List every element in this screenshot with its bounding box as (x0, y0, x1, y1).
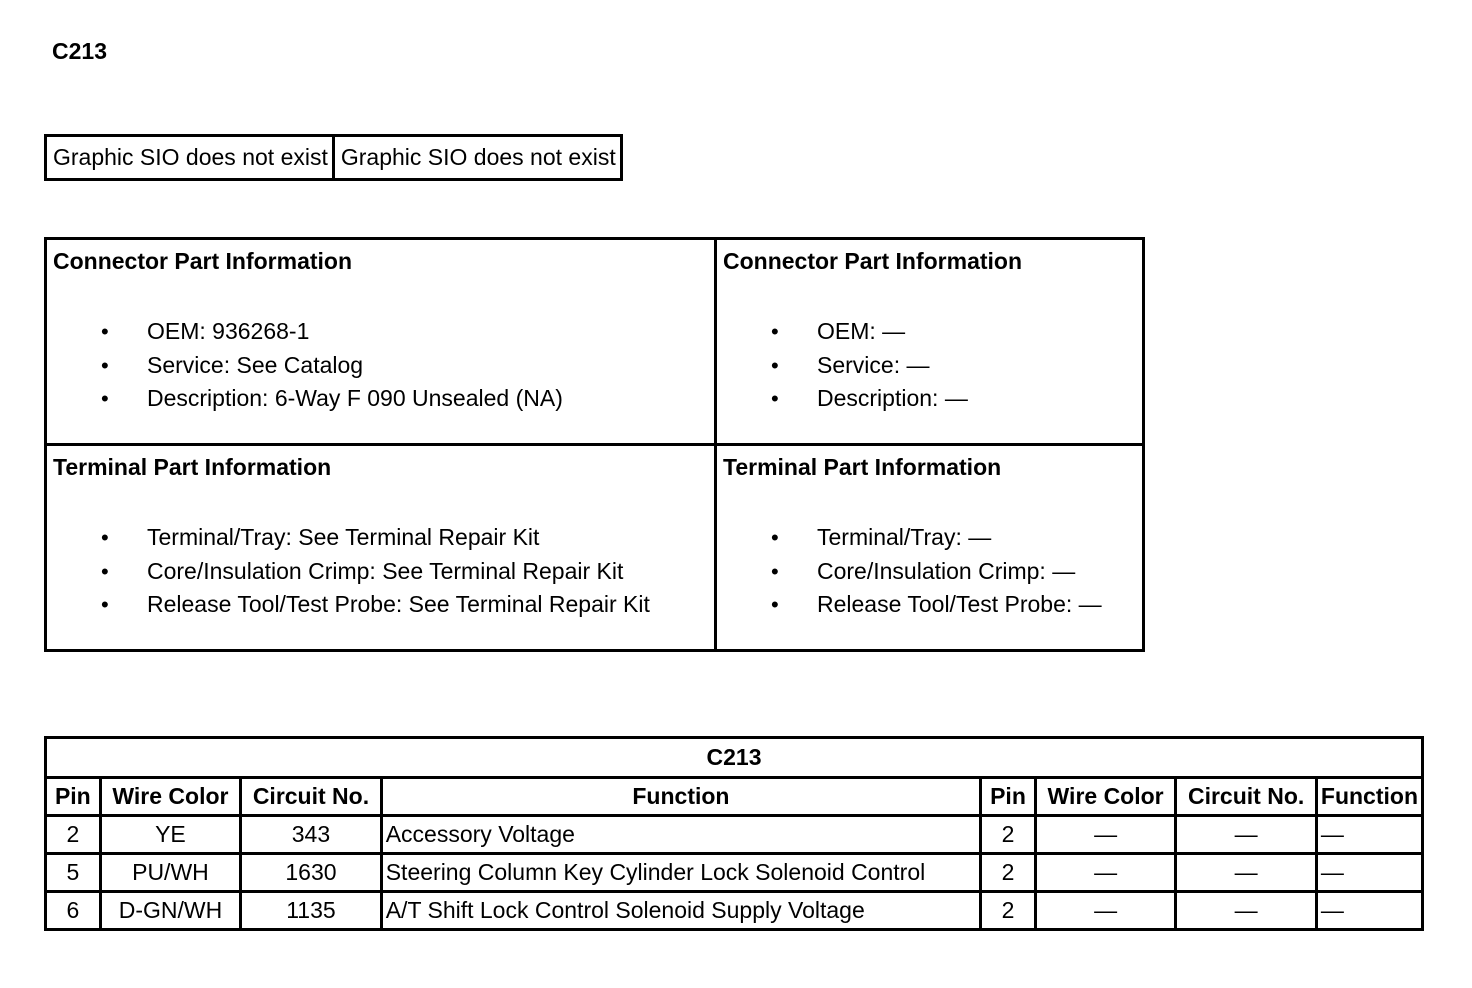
terminal-info-row (46, 445, 1144, 651)
column-header: Circuit No. (1176, 778, 1317, 816)
list-item-text: Terminal/Tray: See Terminal Repair Kit (147, 524, 540, 550)
list-item (723, 521, 1136, 555)
table-header-row (46, 778, 1423, 816)
page-title: C213 (52, 38, 107, 64)
connector-info-cell (716, 239, 1144, 445)
terminal-info-heading: Terminal Part Information (53, 454, 332, 480)
list-item-text: Terminal/Tray: — (817, 524, 992, 550)
list-item (723, 382, 1136, 416)
list-item-text: Service: — (817, 351, 930, 378)
table-cell: 343 (241, 816, 382, 854)
table-cell: — (1035, 854, 1176, 892)
terminal-info-cell (46, 445, 716, 651)
table-row (46, 816, 1423, 854)
connector-info-cell (46, 239, 716, 445)
connector-info-row (46, 239, 1144, 445)
connector-info-heading: Connector Part Information (53, 248, 353, 274)
bullet-icon: • (101, 592, 109, 617)
graphic-placeholder: Graphic SIO does not exist (333, 136, 621, 180)
graphic-row (46, 136, 622, 180)
column-header: Function (1316, 778, 1422, 816)
bullet-icon: • (771, 558, 779, 584)
pin-table (44, 736, 1424, 931)
part-info-table (44, 237, 1145, 652)
list-item-text: Release Tool/Test Probe: — (817, 591, 1102, 617)
bullet-icon: • (771, 319, 779, 344)
list-item (53, 588, 708, 622)
bullet-icon: • (771, 386, 779, 411)
bullet-icon: • (101, 558, 109, 584)
graphic-table (44, 134, 623, 181)
terminal-info-cell (716, 445, 1144, 651)
column-header: Pin (46, 778, 101, 816)
table-row (46, 854, 1423, 892)
table-cell: — (1035, 892, 1176, 930)
list-item (53, 315, 708, 349)
list-item (723, 315, 1136, 349)
table-row (46, 892, 1423, 930)
column-header: Circuit No. (241, 778, 382, 816)
connector-info-list (723, 315, 1136, 416)
terminal-info-list (53, 521, 708, 622)
table-cell: 2 (981, 854, 1036, 892)
table-caption: C213 (46, 738, 1423, 778)
connector-info-heading: Connector Part Information (723, 248, 1023, 274)
bullet-icon: • (101, 525, 109, 550)
table-cell: YE (100, 816, 241, 854)
table-cell: PU/WH (100, 854, 241, 892)
column-header: Function (381, 778, 980, 816)
list-item-text: OEM: 936268-1 (147, 318, 310, 344)
table-cell: A/T Shift Lock Control Solenoid Supply Voltage (381, 892, 980, 930)
column-header: Wire Color (100, 778, 241, 816)
table-cell: 2 (46, 816, 101, 854)
list-item-text: Core/Insulation Crimp: — (817, 557, 1076, 584)
table-cell: 2 (981, 892, 1036, 930)
list-item-text: Release Tool/Test Probe: See Terminal Repair Kit (147, 591, 650, 617)
list-item (723, 349, 1136, 383)
terminal-info-list (723, 521, 1136, 622)
list-item (723, 555, 1136, 589)
column-header: Wire Color (1035, 778, 1176, 816)
table-cell: 1135 (241, 892, 382, 930)
table-caption-row (46, 738, 1423, 778)
bullet-icon: • (771, 525, 779, 550)
bullet-icon: • (101, 319, 109, 344)
table-cell: 2 (981, 816, 1036, 854)
table-cell: — (1316, 854, 1422, 892)
list-item-text: Description: — (817, 385, 968, 411)
list-item (53, 382, 708, 416)
list-item-text: OEM: — (817, 318, 906, 344)
list-item (53, 349, 708, 383)
table-cell: — (1176, 892, 1317, 930)
list-item-text: Service: See Catalog (147, 351, 364, 378)
graphic-placeholder: Graphic SIO does not exist (46, 136, 334, 180)
table-cell: 6 (46, 892, 101, 930)
list-item (53, 521, 708, 555)
table-cell: — (1176, 854, 1317, 892)
list-item (53, 555, 708, 589)
table-cell: — (1035, 816, 1176, 854)
column-header: Pin (981, 778, 1036, 816)
list-item-text: Core/Insulation Crimp: See Terminal Repair Kit (147, 557, 624, 584)
table-cell: Steering Column Key Cylinder Lock Solenoid Control (381, 854, 980, 892)
table-cell: — (1176, 816, 1317, 854)
bullet-icon: • (101, 352, 109, 378)
table-cell: 5 (46, 854, 101, 892)
bullet-icon: • (771, 592, 779, 617)
bullet-icon: • (771, 352, 779, 378)
terminal-info-heading: Terminal Part Information (723, 454, 1002, 480)
bullet-icon: • (101, 386, 109, 411)
table-cell: — (1316, 816, 1422, 854)
list-item (723, 588, 1136, 622)
connector-info-list (53, 315, 708, 416)
table-cell: D-GN/WH (100, 892, 241, 930)
table-cell: 1630 (241, 854, 382, 892)
list-item-text: Description: 6-Way F 090 Unsealed (NA) (147, 385, 563, 411)
table-cell: Accessory Voltage (381, 816, 980, 854)
table-cell: — (1316, 892, 1422, 930)
